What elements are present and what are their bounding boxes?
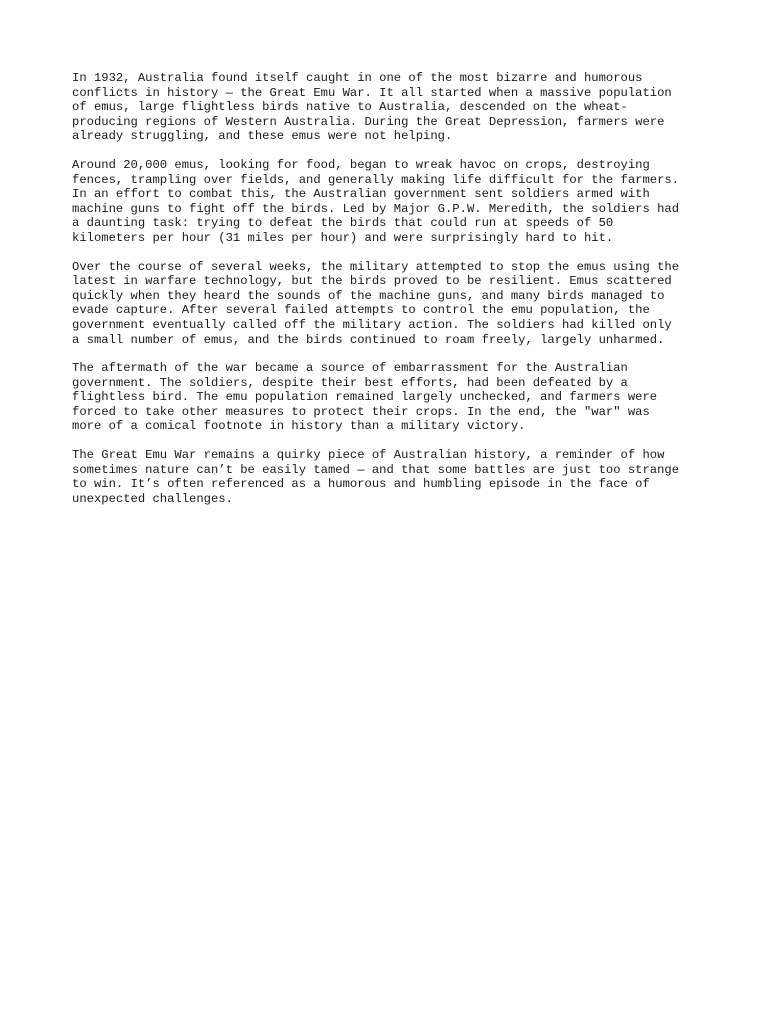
paragraph-5: The Great Emu War remains a quirky piece of Australian history, a reminder of how sometimes nature can’t be easily tamed — and that some battles are just too strange to win. It’s often referenced as a humorous and humbling episode in the face of unexpected challenges. [72, 448, 680, 506]
document-body [72, 71, 712, 520]
paragraph-4: The aftermath of the war became a source of embarrassment for the Australian government. The soldiers, despite their best efforts, had been defeated by a flightless bird. The emu population remained largely unchecked, and farmers were forced to take other measures to protect their crops. In the end, the "war" was more of a comical footnote in history than a military victory. [72, 361, 658, 434]
paragraph-3: Over the course of several weeks, the military attempted to stop the emus using the latest in warfare technology, but the birds proved to be resilient. Emus scattered quickly when they heard the sounds of the machine guns, and many birds managed to evade capture. After several failed attempts to control the emu population, the government eventually called off the military action. The soldiers had killed only a small number of emus, and the birds continued to roam freely, largely unharmed. [72, 259, 680, 347]
paragraph-1: In 1932, Australia found itself caught in one of the most bizarre and humorous conflicts in history — the Great Emu War. It all started when a massive population of emus, large flightless birds native to Australia, descended on the wheat- producing regions of Western Australia. During the Great Depression, farmers were already struggling, and these emus were not helping. [72, 71, 672, 144]
paragraph-2: Around 20,000 emus, looking for food, began to wreak havoc on crops, destroying fences, trampling over fields, and generally making life difficult for the farmers. In an effort to combat this, the Australian government sent soldiers armed with machine guns to fight off the birds. Led by Major G.P.W. Meredith, the soldiers had a daunting task: trying to defeat the birds that could run at speeds of 50 kilometers per hour (31 miles per hour) and were surprisingly hard to hit. [72, 157, 680, 245]
